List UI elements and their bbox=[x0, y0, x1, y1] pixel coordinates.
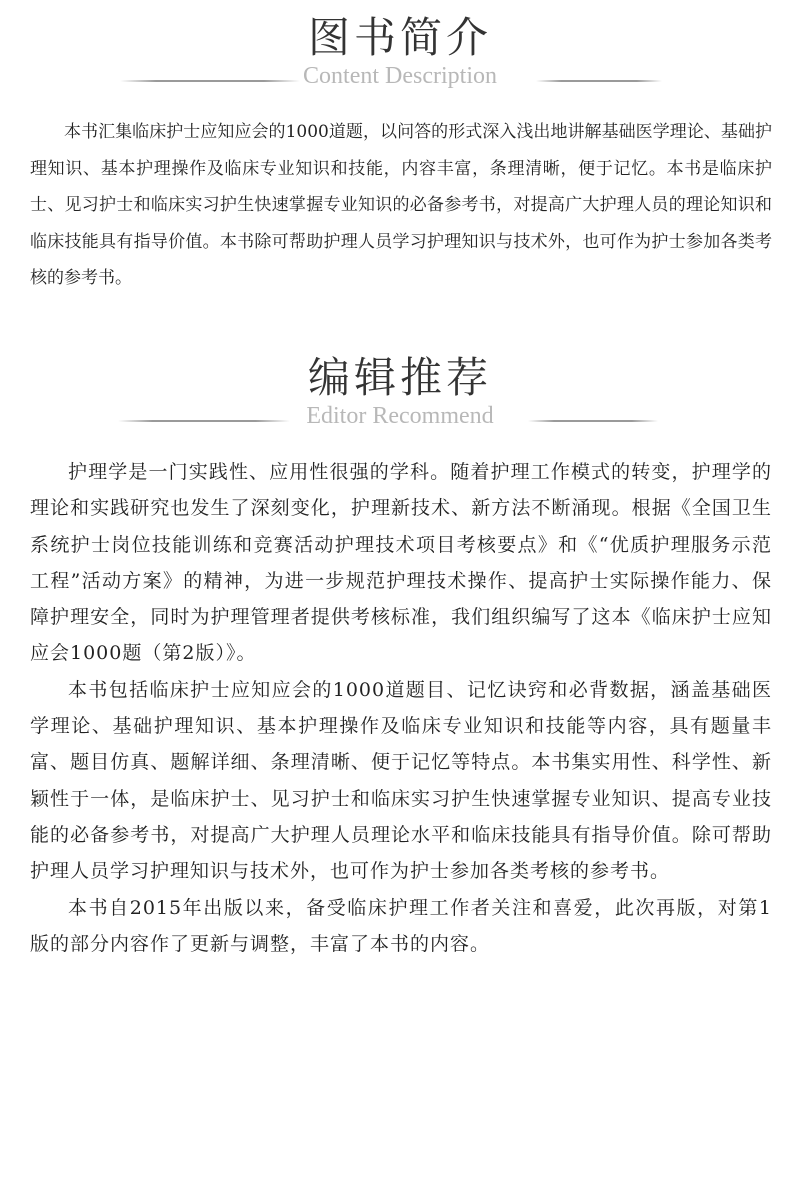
editor-paragraph-1: 护理学是一门实践性、应用性很强的学科。随着护理工作模式的转变，护理学的理论和实践研究也发生了深刻变化，护理新技术、新方法不断涌现。根据《全国卫生系统护士岗位技能训练和竞赛活动护理技术项目考核要点》和《“优质护理服务示范工程”活动方案》的精神，为进一步规范护理技术操作、提高护士实际操作能力、保障护理安全，同时为护理管理者提供考核标准，我们组织编写了这本《临床护士应知应会1000题（第2版）》。 bbox=[30, 461, 772, 665]
editor-text bbox=[30, 454, 772, 962]
editor-rule-left bbox=[118, 420, 290, 422]
editor-subtitle: Editor Recommend bbox=[306, 403, 494, 429]
editor-heading bbox=[0, 354, 800, 438]
editor-title: 编辑推荐 bbox=[307, 353, 492, 402]
intro-text bbox=[30, 114, 772, 297]
editor-paragraph-2: 本书包括临床护士应知应会的1000道题目、记忆诀窍和必背数据，涵盖基础医学理论、基础护理知识、基本护理操作及临床专业知识和技能等内容，具有题量丰富、题目仿真、题解详细、条理清晰、便于记忆等特点。本书集实用性、科学性、新颖性于一体，是临床护士、见习护士和临床实习护生快速掌握专业知识、提高专业技能的必备参考书，对提高广大护理人员理论水平和临床技能具有指导价值。除可帮助护理人员学习护理知识与技术外，也可作为护士参加各类考核的参考书。 bbox=[30, 678, 772, 883]
editor-rule-right bbox=[528, 420, 658, 422]
intro-rule-right bbox=[536, 80, 662, 82]
intro-rule-left bbox=[120, 80, 300, 82]
editor-paragraph-3: 本书自2015年出版以来，备受临床护理工作者关注和喜爱，此次再版，对第1版的部分内容作了更新与调整，丰富了本书的内容。 bbox=[30, 896, 772, 955]
intro-paragraph: 本书汇集临床护士应知应会的1000道题，以问答的形式深入浅出地讲解基础医学理论、基础护理知识、基本护理操作及临床专业知识和技能，内容丰富，条理清晰，便于记忆。本书是临床护士、见习护士和临床实习护生快速掌握专业知识的必备参考书，对提高广大护理人员的理论知识和临床技能具有指导价值。本书除可帮助护理人员学习护理知识与技术外，也可作为护士参加各类考核的参考书。 bbox=[30, 122, 772, 288]
intro-subtitle: Content Description bbox=[303, 63, 497, 89]
intro-title: 图书简介 bbox=[307, 13, 492, 62]
intro-heading bbox=[0, 14, 800, 98]
